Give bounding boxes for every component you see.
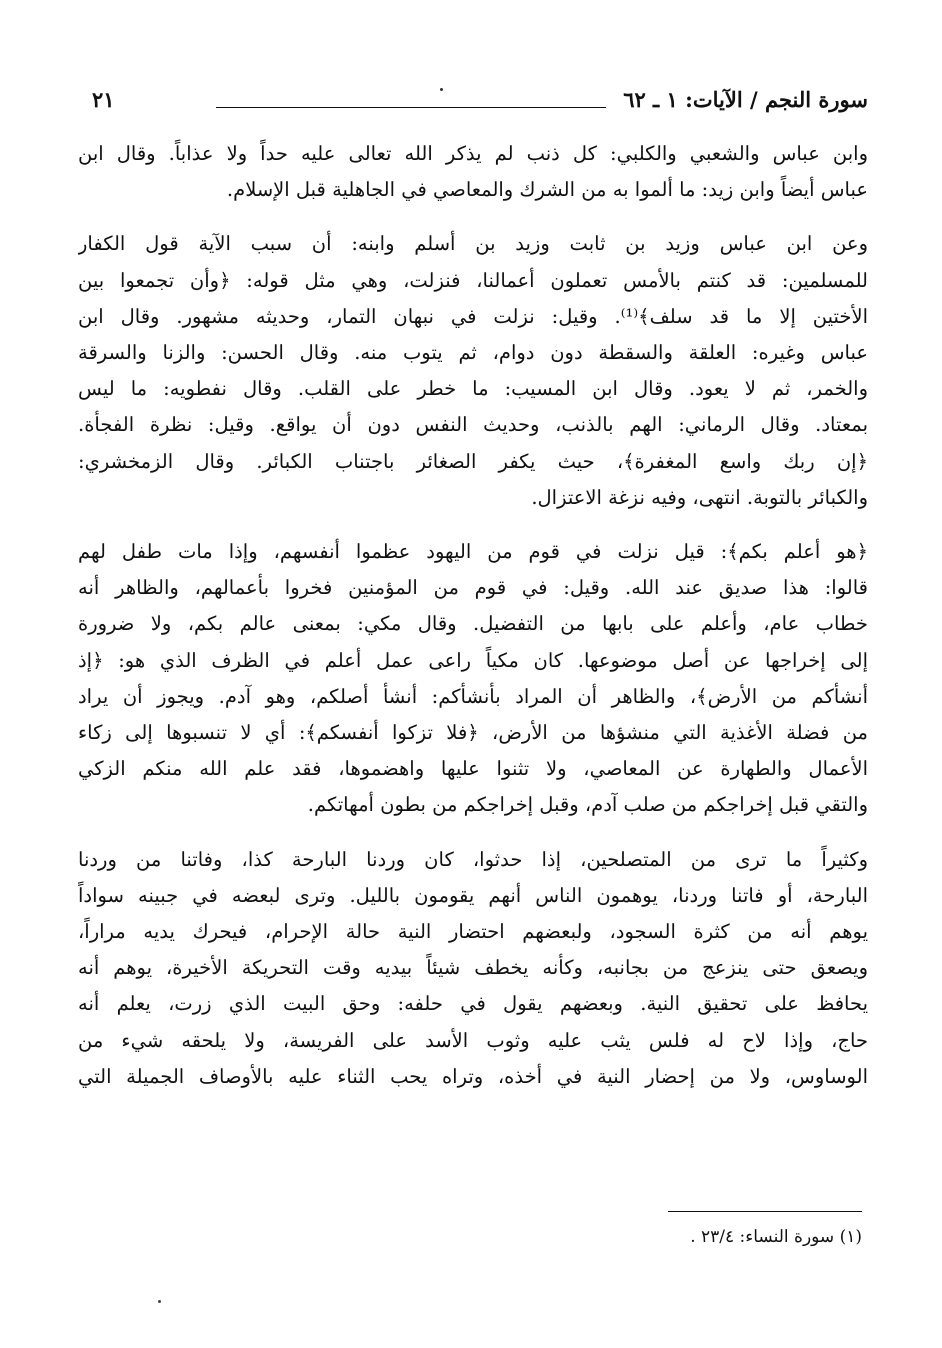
text-line: قالوا: هذا صديق عند الله. وقيل: في قوم من المؤمنين فخروا بأعمالهم، والظاهر أنه <box>78 576 868 600</box>
body-text <box>78 136 868 1095</box>
paragraph-3 <box>78 534 868 824</box>
text-line: البارحة، أو فاتنا وردنا، يوهمون الناس أنهم يقومون بالليل. وترى لبعضه في جبينه سواداً <box>78 883 868 907</box>
text-line: وكثيراً ما ترى من المتصلحين، إذا حدثوا، كان وردنا البارحة كذا، وفاتنا من وردنا <box>78 847 868 871</box>
text-line: والتقي قبل إخراجكم من صلب آدم، وقبل إخراجكم من بطون أمهاتكم. <box>307 793 868 817</box>
header-dot <box>440 88 443 91</box>
text-line: وعن ابن عباس وزيد بن ثابت وزيد بن أسلم وابنه: أن سبب الآية قول الكفار <box>78 232 868 256</box>
text-line: ﴿هو أعلم بكم﴾: قيل نزلت في قوم من اليهود عظموا أنفسهم، وإذا مات طفل لهم <box>78 540 868 564</box>
page-number: ٢١ <box>92 87 115 112</box>
text-line: وابن عباس والشعبي والكلبي: كل ذنب لم يذكر الله تعالى عليه حداً ولا عذاباً. وقال ابن <box>78 142 868 165</box>
text-line: يوهم أنه من كثرة السجود، ولبعضهم احتضار النية حالة الإحرام، فيحرك يديه مراراً، <box>78 920 868 944</box>
text-line: الأختين إلا ما قد سلف﴾⁽¹⁾. وقيل: نزلت في نبهان التمار، وحديثه مشهور. وقال ابن <box>78 304 868 328</box>
text-line: يحافظ على تحقيق النية. وبعضهم يقول في حلفه: وحق البيت الذي زرت، يعلم أنه <box>78 992 868 1016</box>
text-line: الوساوس، ولا من إحضار النية في أخذه، وتراه يحب الثناء عليه بالأوصاف الجميلة التي <box>78 1064 868 1088</box>
paragraph-2 <box>78 226 868 516</box>
header-title: سورة النجم / الآيات: ١ ـ ٦٢ <box>623 87 868 112</box>
text-line: والخمر، ثم لا يعود. وقال ابن المسيب: ما خطر على القلب. وقال نفطويه: ما ليس <box>78 377 868 401</box>
text-line: للمسلمين: قد كنتم بالأمس تعملون أعمالنا، فنزلت، وهي مثل قوله: ﴿وأن تجمعوا بين <box>78 268 868 292</box>
text-line: خطاب عام، وأعلم على بابها من التفضيل. وقال مكي: بمعنى عالم بكم، ولا ضرورة <box>78 612 868 636</box>
text-line: أنشأكم من الأرض﴾، والظاهر أن المراد بأنشأكم: أنشأ أصلكم، وهو آدم. ويجوز أن يراد <box>78 684 868 708</box>
text-line: من فضلة الأغذية التي منشؤها من الأرض، ﴿فلا تزكوا أنفسكم﴾: أي لا تنسبوها إلى زكاء <box>78 721 868 745</box>
text-line: بمعتاد. وقال الرماني: الهم بالذنب، وحديث النفس دون أن يواقع. وقيل: نظرة الفجأة. <box>78 413 868 437</box>
text-line: عباس أيضاً وابن زيد: ما ألموا به من الشرك والمعاصي في الجاهلية قبل الإسلام. <box>226 178 868 202</box>
text-line: والكبائر بالتوبة. انتهى، وفيه نزغة الاعتزال. <box>531 485 868 509</box>
text-line: ﴿إن ربك واسع المغفرة﴾، حيث يكفر الصغائر باجتناب الكبائر. وقال الزمخشري: <box>78 449 868 473</box>
text-line: إلى إخراجها عن أصل موضوعها. كان مكياً راعى عمل أعلم في الظرف الذي هو: ﴿إذ <box>78 648 868 672</box>
header-rule <box>216 107 606 108</box>
paragraph-4 <box>78 842 868 1095</box>
footnote-separator <box>668 1211 862 1212</box>
text-line: الأعمال والطهارة عن المعاصي، ولا تثنوا عليها واهضموها، فقد علم الله منكم الزكي <box>78 757 868 781</box>
footnote: (١) سورة النساء: ٢٣/٤ . <box>690 1227 862 1247</box>
scan-speck <box>158 1300 161 1303</box>
running-header <box>78 82 868 118</box>
paragraph-1 <box>78 136 868 208</box>
text-line: ويصعق حتى ينزعج من بجانبه، وكأنه يخطف شيئاً بيديه وقت التحريكة الأخيرة، يوهم أنه <box>78 956 868 980</box>
text-line: حاج، وإذا لاح له فلس يثب عليه وثوب الأسد على الفريسة، ولا يلحقه شيء من <box>78 1028 868 1052</box>
text-line: عباس وغيره: العلقة والسقطة دون دوام، ثم يتوب منه. وقال الحسن: والزنا والسرقة <box>78 341 868 365</box>
